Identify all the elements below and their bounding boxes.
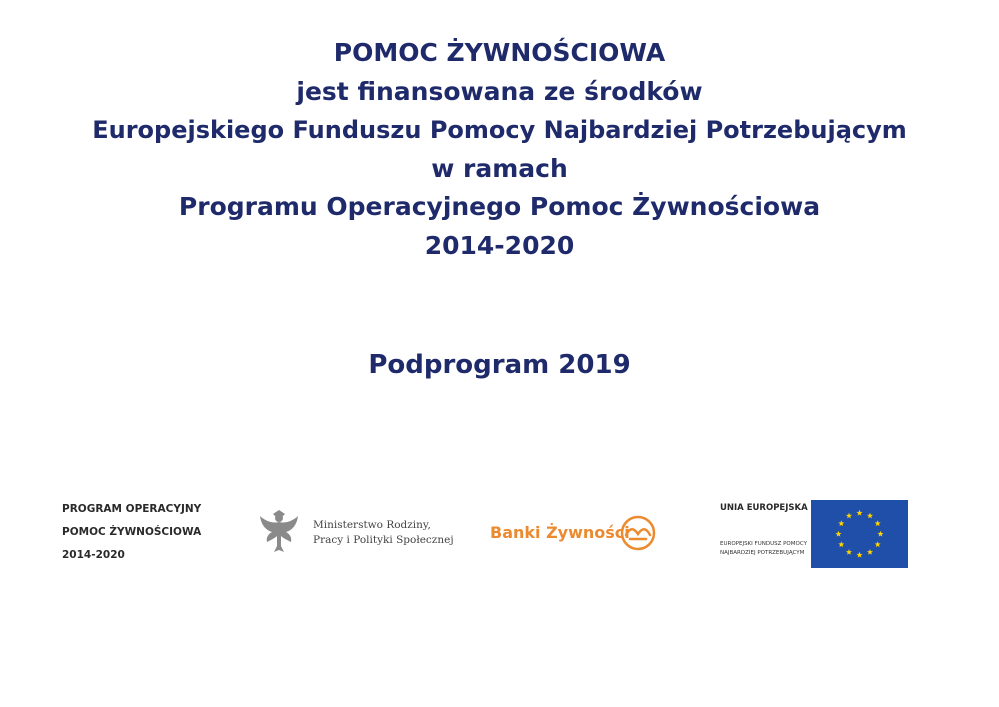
main-heading <box>0 34 999 265</box>
heading-line-2: jest finansowana ze środków <box>296 76 703 106</box>
banki-emblem-icon <box>620 515 656 551</box>
banki-label: Banki Żywności <box>490 523 630 542</box>
heading-line-5: Programu Operacyjnego Pomoc Żywnościowa <box>178 192 821 221</box>
heading-line-3: Europejskiego Funduszu Pomocy Najbardziej Potrzebującym <box>92 116 907 144</box>
heading-line-1: POMOC ŻYWNOŚCIOWA <box>333 38 666 67</box>
program-logo <box>62 498 201 567</box>
eu-fund-text <box>720 540 807 558</box>
ministry-text <box>313 518 454 548</box>
eu-fund-line-1: EUROPEJSKI FUNDUSZ POMOCY <box>720 541 807 547</box>
program-logo-line-2: POMOC ŻYWNOŚCIOWA <box>62 526 202 538</box>
program-logo-line-1: PROGRAM OPERACYJNY <box>62 503 202 515</box>
program-logo-line-3: 2014-2020 <box>62 549 125 561</box>
heading-line-6: 2014-2020 <box>424 230 575 260</box>
eagle-emblem-icon <box>258 510 300 554</box>
heading-line-4: w ramach <box>431 153 568 183</box>
eu-fund-line-2: NAJBARDZIEJ POTRZEBUJĄCYM <box>720 550 805 556</box>
ministry-line-1: Ministerstwo Rodziny, <box>313 519 431 531</box>
eu-flag-icon <box>811 500 908 568</box>
ministry-line-2: Pracy i Polityki Społecznej <box>313 534 454 546</box>
ministry-logo <box>258 510 458 555</box>
subprogram-title: Podprogram 2019 <box>368 350 631 380</box>
eu-logo <box>720 500 920 570</box>
eu-title: UNIA EUROPEJSKA <box>720 503 808 513</box>
